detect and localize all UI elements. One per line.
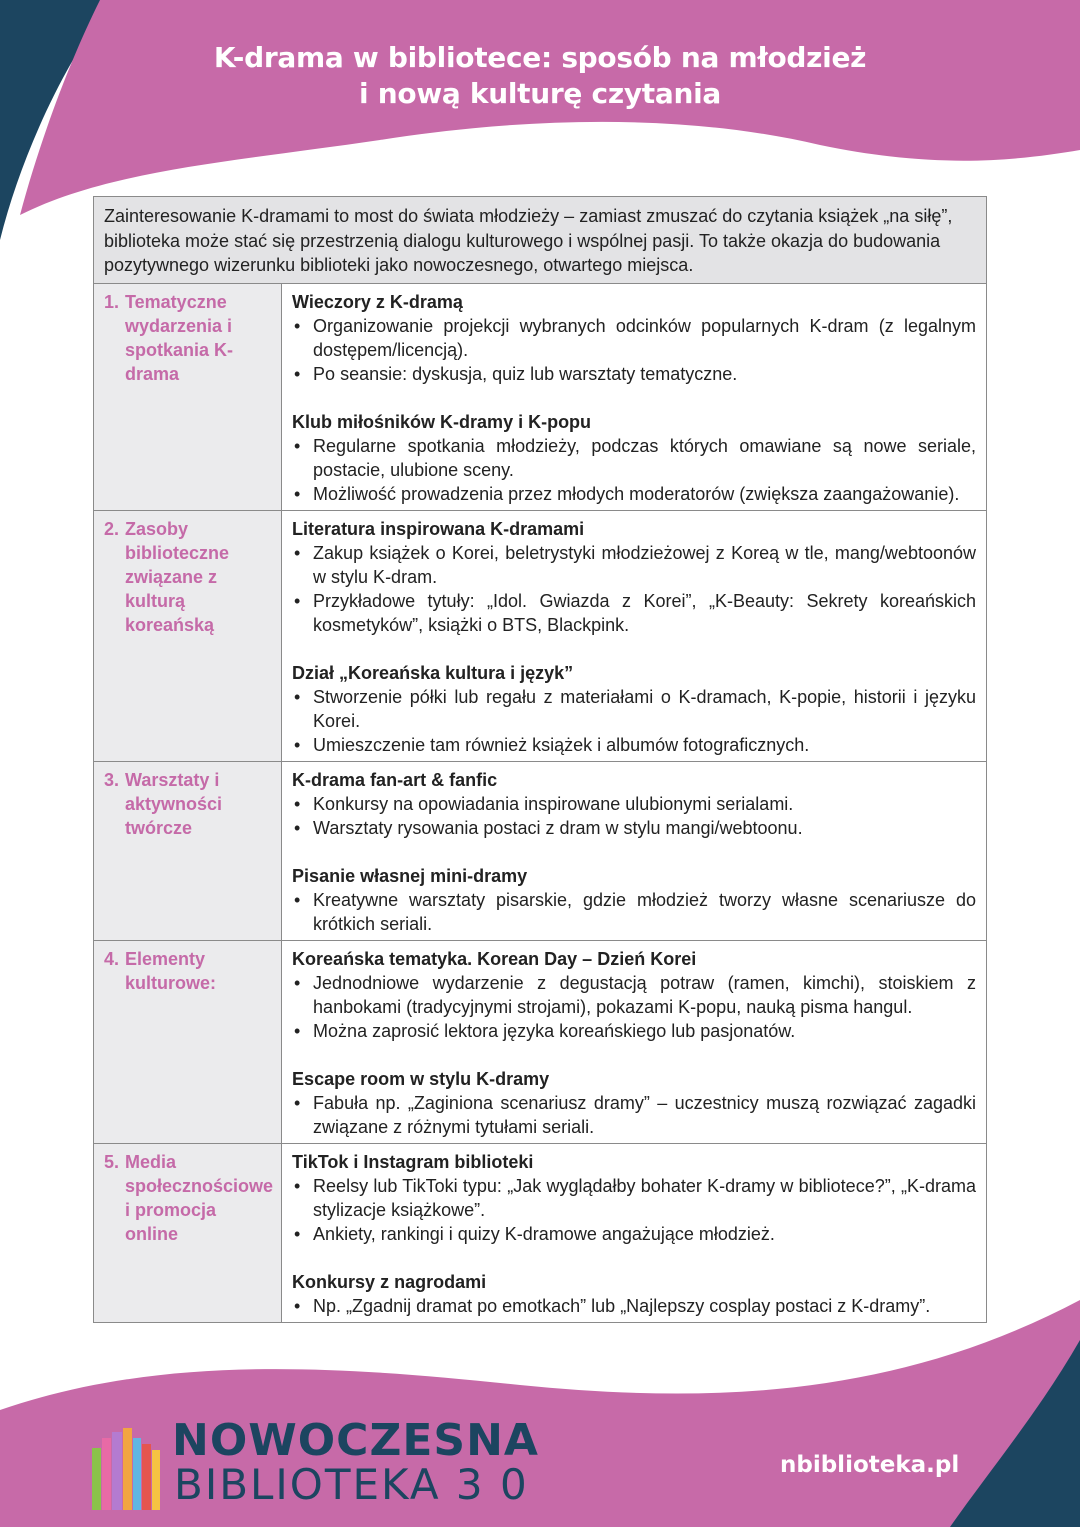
- bullet-item: • Możliwość prowadzenia przez młodych moderatorów (zwiększa zaangażowanie).: [292, 482, 976, 506]
- bullet-list: [292, 314, 976, 386]
- subsection: [292, 947, 976, 1043]
- section-label-cell: [94, 761, 282, 940]
- subsection: [292, 517, 976, 637]
- title-line-1: K-drama w bibliotece: sposób na młodzież: [213, 41, 867, 74]
- bullet-list: [292, 1091, 976, 1139]
- subsection-heading: TikTok i Instagram biblioteki: [292, 1151, 534, 1172]
- page-title: [0, 40, 1080, 112]
- section-label-cell: [94, 1143, 282, 1322]
- bullet-item: • Reelsy lub TikToki typu: „Jak wyglądałby bohater K-dramy w bibliotece?”, „K-drama stylizacje książkowe”.: [292, 1174, 976, 1222]
- section-number: 2.: [104, 518, 120, 539]
- bullet-item: • Regularne spotkania młodzieży, podczas których omawiane są nowe seriale, postacie, ulubione sceny.: [292, 434, 976, 482]
- bullet-item: • Przykładowe tytuły: „Idol. Gwiazda z Korei”, „K-Beauty: Sekrety koreańskich kosmetyków”, książki o BTS, Blackpink.: [292, 589, 976, 637]
- section-content-cell: [282, 283, 987, 510]
- bullet-item: • Umieszczenie tam również książek i albumów fotograficznych.: [292, 733, 976, 757]
- website-url[interactable]: nbiblioteka.pl: [780, 1452, 960, 1478]
- bullet-list: [292, 1294, 976, 1318]
- bullet-item: • Kreatywne warsztaty pisarskie, gdzie młodzież tworzy własne scenariusze do krótkich seriali.: [292, 888, 976, 936]
- bullet-item: • Np. „Zgadnij dramat po emotkach” lub „Najlepszy cosplay postaci z K-dramy”.: [292, 1294, 976, 1318]
- subsection: [292, 864, 976, 936]
- section-content-cell: [282, 510, 987, 761]
- subsection: [292, 1067, 976, 1139]
- bullet-list: [292, 541, 976, 637]
- section-number: 1.: [104, 291, 120, 312]
- bullet-list: [292, 792, 976, 840]
- section-label-cell: [94, 283, 282, 510]
- section-row: [94, 940, 987, 1143]
- bullet-item: • Stworzenie półki lub regału z materiałami o K-dramach, K-popie, historii i języku Korei.: [292, 685, 976, 733]
- section-number: 3.: [104, 769, 120, 790]
- bullet-item: • Warsztaty rysowania postaci z dram w stylu mangi/webtoonu.: [292, 816, 976, 840]
- subsection: [292, 768, 976, 840]
- section-row: [94, 1143, 987, 1322]
- subsection-heading: Escape room w stylu K-dramy: [292, 1068, 550, 1089]
- subsection-heading: Koreańska tematyka. Korean Day – Dzień Korei: [292, 948, 697, 969]
- section-title: Tematyczne wydarzenia i spotkania K-drama: [125, 291, 234, 384]
- bullet-list: [292, 971, 976, 1043]
- section-number: 5.: [104, 1151, 120, 1172]
- title-line-2: i nową kulturę czytania: [359, 77, 721, 110]
- bullet-item: • Konkursy na opowiadania inspirowane ulubionymi serialami.: [292, 792, 976, 816]
- section-row: [94, 510, 987, 761]
- bullet-list: [292, 1174, 976, 1246]
- books-logo-icon: [92, 1428, 162, 1512]
- section-label: [104, 768, 273, 840]
- section-content-cell: [282, 761, 987, 940]
- logo-text-line-2: BIBLIOTEKA 3 0: [174, 1460, 529, 1509]
- section-label-cell: [94, 510, 282, 761]
- subsection: [292, 1150, 976, 1246]
- section-title: Zasoby biblioteczne związane z kulturą koreańską: [125, 518, 230, 635]
- intro-row: [94, 197, 987, 284]
- bullet-list: [292, 434, 976, 506]
- subsection-heading: Klub miłośników K-dramy i K-popu: [292, 411, 592, 432]
- bullet-item: • Po seansie: dyskusja, quiz lub warsztaty tematyczne.: [292, 362, 976, 386]
- section-row: [94, 761, 987, 940]
- section-number: 4.: [104, 948, 120, 969]
- content-table: [93, 196, 987, 1323]
- subsection: [292, 1270, 976, 1318]
- bullet-item: • Ankiety, rankingi i quizy K-dramowe angażujące młodzież.: [292, 1222, 976, 1246]
- section-label: [104, 290, 273, 386]
- section-content-cell: [282, 940, 987, 1143]
- intro-text: Zainteresowanie K-dramami to most do świata młodzieży – zamiast zmuszać do czytania książek „na siłę”, biblioteka może stać się przestrzenią dialogu kulturowego i wspólnej pasji. To także okazja do budowania pozytywnego wizerunku biblioteki jako nowoczesnego, otwartego miejsca.: [94, 197, 987, 284]
- bullet-item: • Fabuła np. „Zaginiona scenariusz dramy” – uczestnicy muszą rozwiązać zagadki związane z różnymi tytułami seriali.: [292, 1091, 976, 1139]
- subsection: [292, 661, 976, 757]
- section-content-cell: [282, 1143, 987, 1322]
- section-label: [104, 947, 273, 995]
- section-label: [104, 1150, 273, 1246]
- bullet-item: • Jednodniowe wydarzenie z degustacją potraw (ramen, kimchi), stoiskiem z hanbokami (tradycyjnymi strojami), pokazami K-popu, nauką pisma hangul.: [292, 971, 976, 1019]
- subsection-heading: Pisanie własnej mini-dramy: [292, 865, 528, 886]
- bullet-item: • Organizowanie projekcji wybranych odcinków popularnych K-dram (z legalnym dostępem/licencją).: [292, 314, 976, 362]
- section-label-cell: [94, 940, 282, 1143]
- bottom-pink-band: [0, 1300, 1080, 1527]
- subsection-heading: Wieczory z K-dramą: [292, 291, 463, 312]
- subsection-heading: Literatura inspirowana K-dramami: [292, 518, 585, 539]
- logo-text-line-1: NOWOCZESNA: [172, 1415, 539, 1466]
- section-row: [94, 283, 987, 510]
- bullet-item: • Zakup książek o Korei, beletrystyki młodzieżowej z Koreą w tle, mang/webtoonów w stylu K-dram.: [292, 541, 976, 589]
- subsection-heading: Konkursy z nagrodami: [292, 1271, 487, 1292]
- section-title: Elementy kulturowe:: [125, 948, 217, 993]
- sections-body: [94, 283, 987, 1322]
- subsection: [292, 290, 976, 386]
- subsection-heading: K-drama fan-art & fanfic: [292, 769, 498, 790]
- bullet-item: • Można zaprosić lektora języka koreańskiego lub pasjonatów.: [292, 1019, 976, 1043]
- section-label: [104, 517, 273, 637]
- section-title: Warsztaty i aktywności twórcze: [125, 769, 223, 838]
- subsection-heading: Dział „Koreańska kultura i język”: [292, 662, 574, 683]
- section-title: Media społecznościowe i promocja online: [125, 1151, 274, 1244]
- bullet-list: [292, 685, 976, 757]
- bullet-list: [292, 888, 976, 936]
- subsection: [292, 410, 976, 506]
